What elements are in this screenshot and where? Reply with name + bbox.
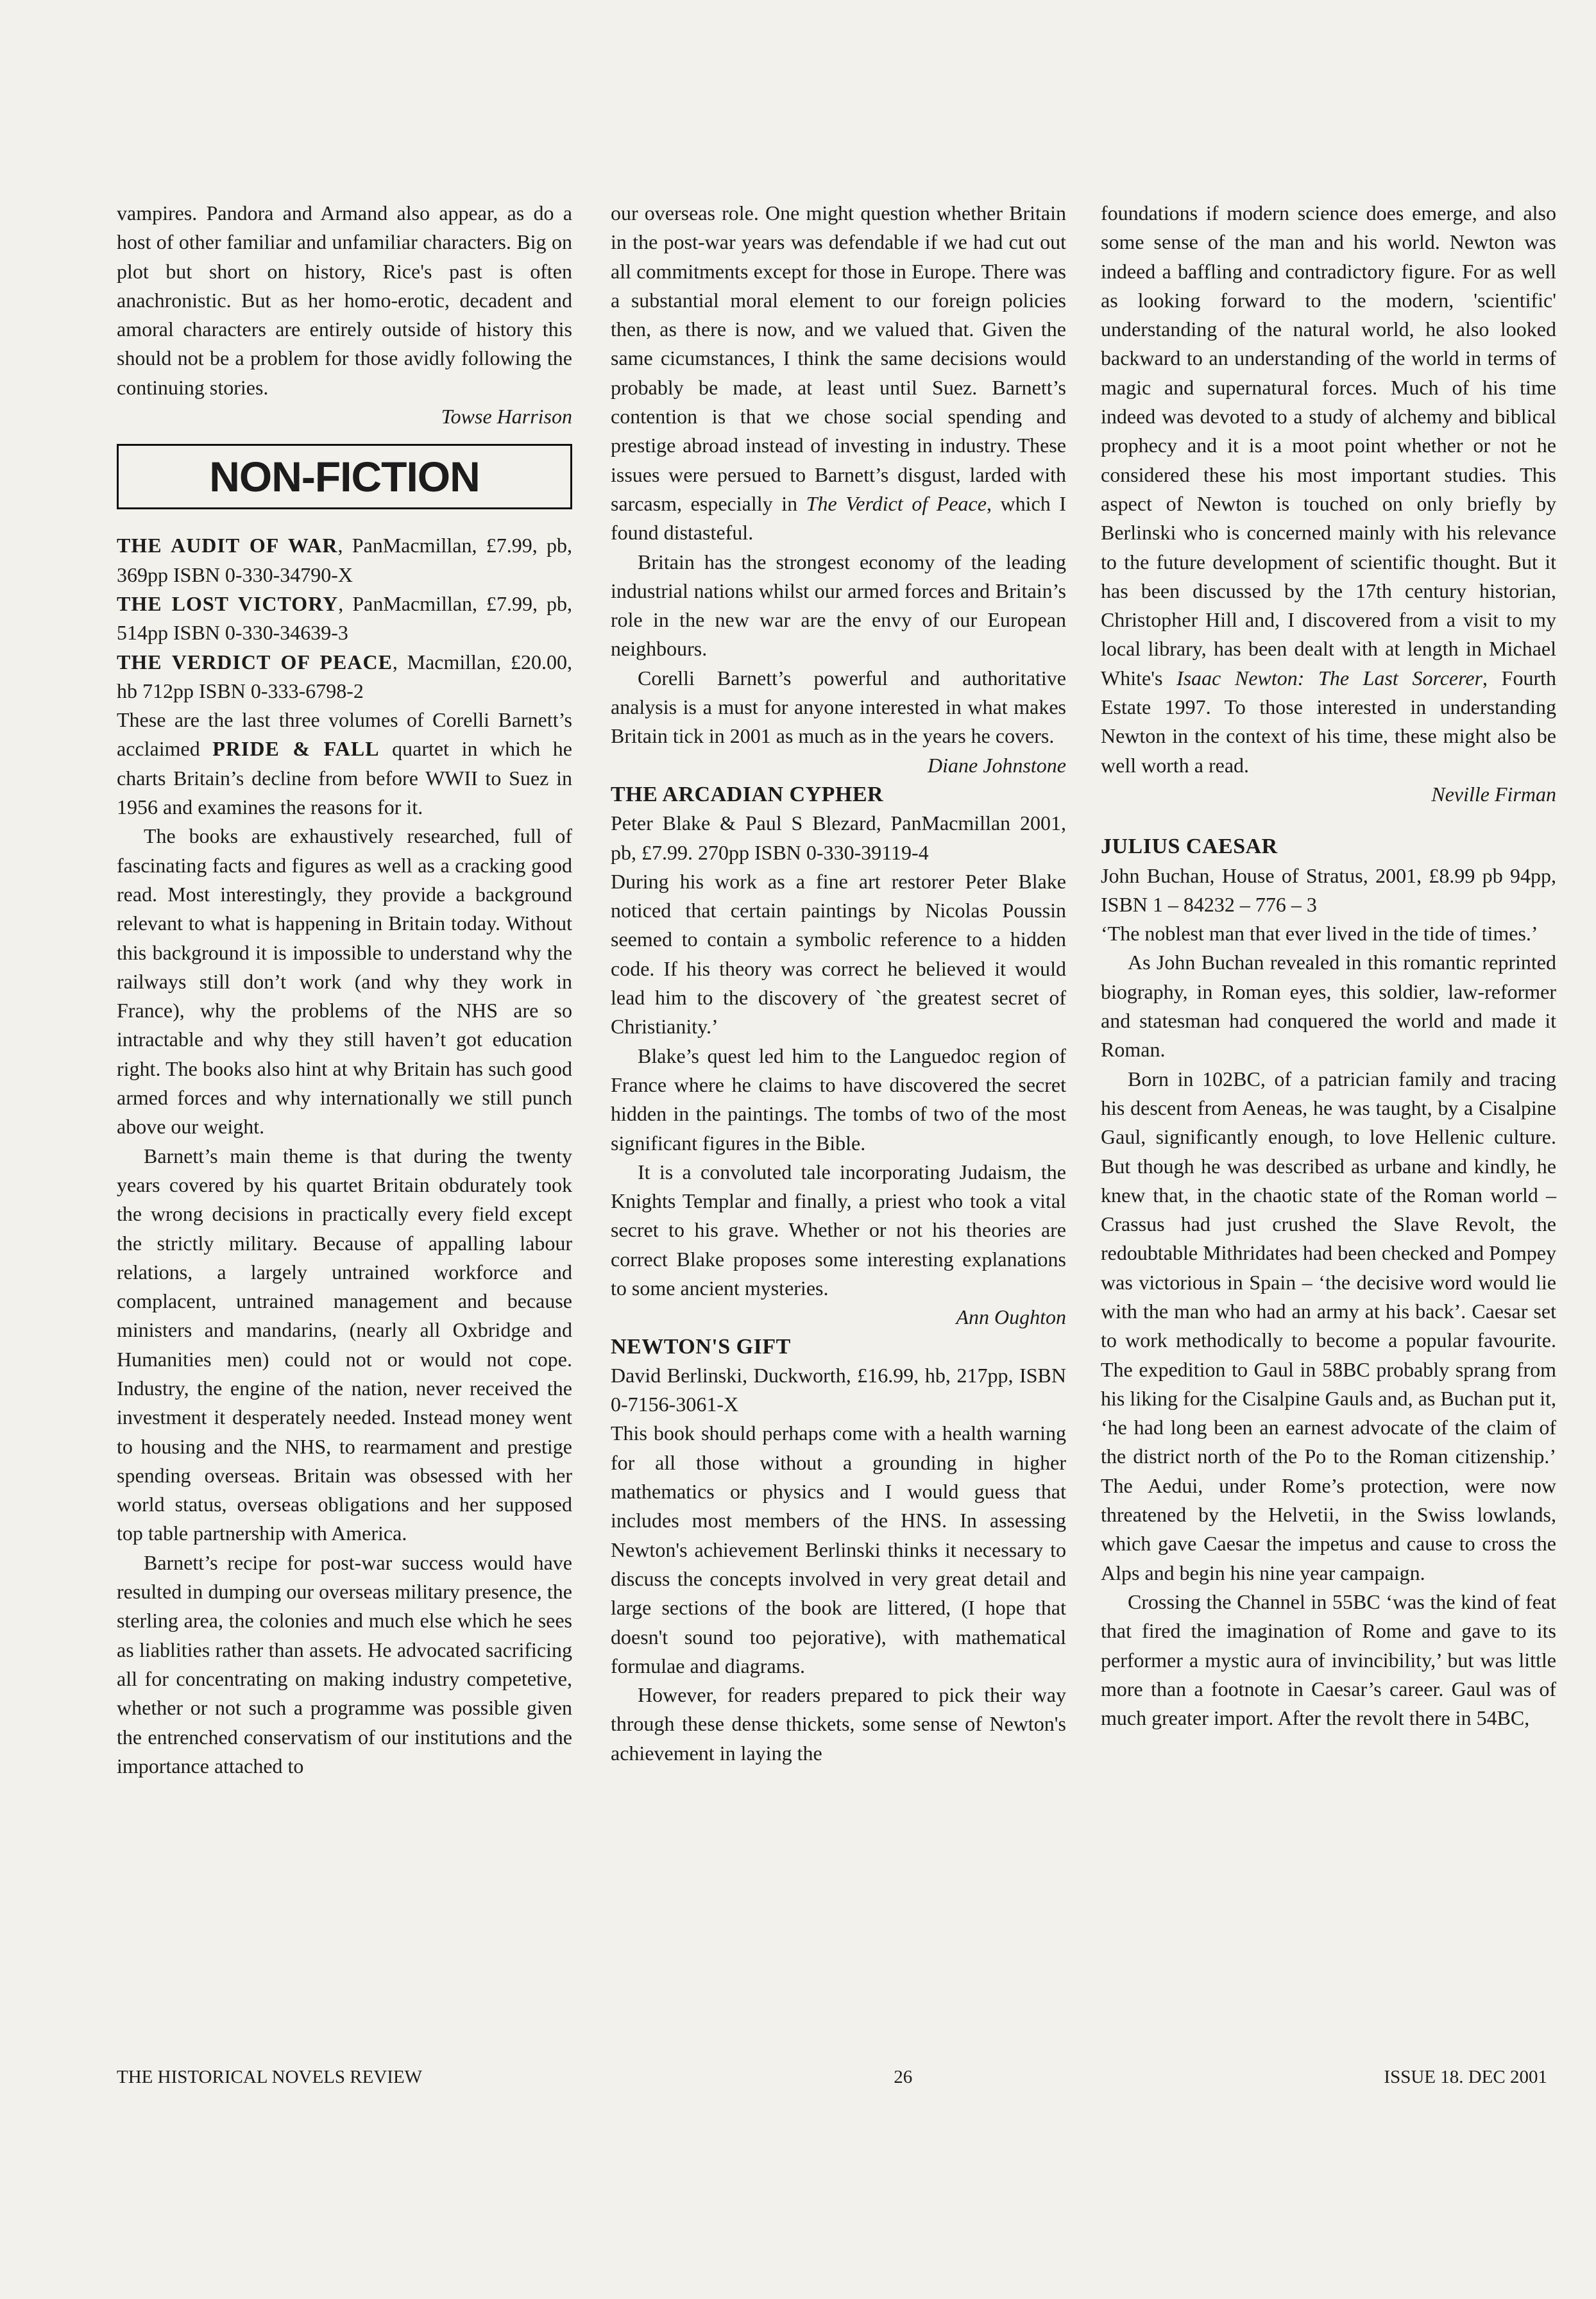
book-info: John Buchan, House of Stratus, 2001, £8.99 pb 94pp, ISBN 1 – 84232 – 776 – 3 [1101, 863, 1556, 916]
column-left [117, 199, 572, 1781]
text-run: quartet in which he charts Britain’s decline from before WWII to Suez in 1956 and examines the reasons for it. [117, 737, 573, 819]
text-run: , which I found distasteful. [611, 491, 1066, 545]
review-paragraph: Crossing the Channel in 55BC ‘was the kind of feat that fired the imagination of Rome and gave to its performer a mystic aura of invincibility,’ but was little more than a footnote in Caesar’s career. Gaul was of much greater import. After the revolt there in 54BC, [1101, 1590, 1556, 1730]
book-title: JULIUS CAESAR [1101, 835, 1278, 859]
column-right [1101, 199, 1556, 1733]
review-paragraph: However, for readers prepared to pick their way through these dense thickets, some sense of Newton's achievement in laying the [611, 1683, 1066, 1765]
review-paragraph [117, 706, 572, 822]
review-paragraph: Barnett’s main theme is that during the twenty years covered by his quartet Britain obdurately took the wrong decisions in practically every field except the strictly military. Because of appalling labour relations, a largely untrained workforce and complacent, untrained management and because ministers and mandarins, (nearly all Oxbridge and Humanities men) could not or would not cope. Industry, the engine of the nation, never received the investment it desperately needed. Instead money went to housing and the NHS, to rearmament and prestige spending overseas. Britain was obsessed with her world status, overseas obligations and her supposed top table partnership with America. [117, 1144, 572, 1545]
book-title: THE ARCADIAN CYPHER [611, 782, 884, 806]
series-title: PRIDE & FALL [212, 737, 380, 761]
text-run: These are the last three volumes of Corelli Barnett’s acclaimed [117, 708, 572, 761]
review-paragraph: ‘The noblest man that ever lived in the tide of times.’ [1101, 922, 1538, 946]
review-paragraph: As John Buchan revealed in this romantic reprinted biography, in Roman eyes, this soldier, law-reformer and statesman had conquered the world and made it Roman. [1101, 951, 1556, 1062]
review-paragraph: It is a convoluted tale incorporating Judaism, the Knights Templar and finally, a priest who took a vital secret to his grave. Whether or not his theories are correct Blake proposes some interesting explanations to some ancient mysteries. [611, 1160, 1066, 1300]
reviewer-signature: Ann Oughton [956, 1305, 1066, 1329]
column-middle [611, 199, 1066, 1768]
reviewer-signature: Diane Johnstone [928, 753, 1066, 777]
reviewer-signature: Towse Harrison [441, 405, 572, 428]
section-heading-box [117, 444, 572, 509]
book-info: , Macmillan, £20.00, hb 712pp ISBN 0-333-6798-2 [117, 650, 572, 702]
reviewer-signature: Neville Firman [1431, 782, 1556, 806]
book-title: NEWTON'S GIFT [611, 1334, 791, 1359]
book-entry [117, 590, 572, 648]
review-paragraph: Corelli Barnett’s powerful and authoritative analysis is a must for anyone interested in what makes Britain tick in 2001 as much as in the years he covers. [611, 666, 1066, 748]
review-paragraph: Barnett’s recipe for post-war success would have resulted in dumping our overseas military presence, the sterling area, the colonies and much else which he sees as liablities rather than assets. He advocated sacrificing all for concentrating on making industry competetive, whether or not such a programme was possible given the entrenched conservatism of our institutions and the importance attached to [117, 1550, 572, 1777]
book-entry [117, 648, 572, 706]
review-paragraph: During his work as a fine art restorer Peter Blake noticed that certain paintings by Nicolas Poussin seemed to contain a symbolic reference to a hidden code. If his theory was correct he believed it would lead him to the discovery of `the greatest secret of Christianity.’ [611, 869, 1066, 1039]
review-paragraph: Born in 102BC, of a patrician family and tracing his descent from Aeneas, he was taught, by a Cisalpine Gaul, significantly enough, to love Hellenic culture. But though he was described as urbane and kindly, he knew that, in the chaotic state of the Roman world – Crassus had just crushed the Slave Revolt, the redoubtable Mithridates had been checked and Pompey was victorious in Spain – ‘the decisive word would lie with the man who had an army at his back’. Caesar set to work methodically to become a popular favourite. The expedition to Gaul in 58BC probably sprang from his liking for the Cisalpine Gauls and, as Buchan put it, ‘he had long been an earnest advocate of the claim of the district north of the Po to the Roman citizenship.’ The Aedui, under Rome’s protection, were now threatened by the Helvetii, in the Swiss lowlands, which gave Caesar the impetus and cause to cross the Alps and begin his nine year campaign. [1101, 1067, 1556, 1584]
review-paragraph: vampires. Pandora and Armand also appear, as do a host of other familiar and unfamiliar characters. Big on plot but short on history, Rice's past is often anachronistic. But as her homo-erotic, decadent and amoral characters are entirely outside of history this should not be a problem for those avidly following the continuing stories. [117, 201, 572, 399]
book-entry [117, 531, 572, 590]
page-footer [117, 2067, 1547, 2088]
footer-publication: THE HISTORICAL NOVELS REVIEW [117, 2067, 423, 2087]
book-info: Peter Blake & Paul S Blezard, PanMacmillan 2001, pb, £7.99. 270pp ISBN 0-330-39119-4 [611, 811, 1066, 864]
review-paragraph: Britain has the strongest economy of the leading industrial nations whilst our armed forces and Britain’s role in the new war are the envy of our European neighbours. [611, 550, 1066, 661]
book-info: David Berlinski, Duckworth, £16.99, hb, 217pp, ISBN 0-7156-3061-X [611, 1363, 1066, 1416]
review-paragraph [611, 199, 1066, 548]
text-run: , Fourth Estate 1997. To those interested in understanding Newton in the context of his time, these might also be well worth a read. [1101, 666, 1557, 777]
review-paragraph: Blake’s quest led him to the Languedoc region of France where he claims to have discovered the secret hidden in the paintings. The tombs of two of the most significant figures in the Bible. [611, 1044, 1066, 1155]
book-title: THE AUDIT OF WAR [117, 534, 338, 557]
spacer [1101, 809, 1556, 832]
book-title: THE LOST VICTORY [117, 591, 339, 615]
review-paragraph: The books are exhaustively researched, full of fascinating facts and figures as well as a cracking good read. Most interestingly, they provide a background relevant to what is happening in Britain today. Without this background it is impossible to understand why the railways still don’t work (and why they work in France), why the problems of the NHS are so intractable and why they still haven’t got education right. The books also hint at why Britain has such good armed forces and why internationally we still punch above our weight. [117, 824, 572, 1139]
footer-issue: ISSUE 18. DEC 2001 [1384, 2067, 1547, 2087]
review-paragraph: This book should perhaps come with a health warning for all those without a grounding in higher mathematics or physics and I would guess that includes most members of the HNS. In assessing Newton's achievement Berlinski thinks it necessary to discuss the concepts involved in very great detail and large sections of the book are littered, (I hope that doesn't sound too pejorative), with mathematical formulae and diagrams. [611, 1421, 1066, 1677]
section-heading: NON-FICTION [209, 452, 480, 500]
book-info: , PanMacmillan, £7.99, pb, 514pp ISBN 0-330-34639-3 [117, 591, 572, 645]
page-number: 26 [894, 2067, 913, 2087]
book-info: , PanMacmillan, £7.99, pb, 369pp ISBN 0-330-34790-X [117, 534, 573, 586]
text-run: our overseas role. One might question whether Britain in the post-war years was defendable if we had cut out all commitments except for those in Europe. There was a substantial moral element to our foreign policies then, as there is now, and we valued that. Given the same cicumstances, I think the same decisions would probably be made, at least until Suez. Barnett’s contention is that we chose social spending and prestige abroad instead of investing in industry. These issues were persued to Barnett’s disgust, larded with sarcasm, especially in [611, 201, 1066, 515]
book-title: THE VERDICT OF PEACE [117, 650, 393, 674]
book-reference: Isaac Newton: The Last Sorcerer [1176, 666, 1483, 690]
review-paragraph [1101, 199, 1556, 780]
text-run: foundations if modern science does emerge, and also some sense of the man and his world. Newton was indeed a baffling and contradictory figure. For as well as looking forward to the modern, 'scientific' understanding of the natural world, he also looked backward to an understanding of the world in terms of magic and supernatural forces. Much of his time indeed was devoted to a study of alchemy and biblical prophecy and it is a moot point whether or not he considered these his most important studies. This aspect of Newton is touched on only briefly by Berlinski who is concerned mainly with his relevance to the future development of scientific thought. But it has been discussed by the 17th century historian, Christopher Hill and, I discovered from a visit to my local library, has been dealt with at length in Michael White's [1101, 201, 1556, 690]
book-reference: The Verdict of Peace [806, 491, 987, 515]
